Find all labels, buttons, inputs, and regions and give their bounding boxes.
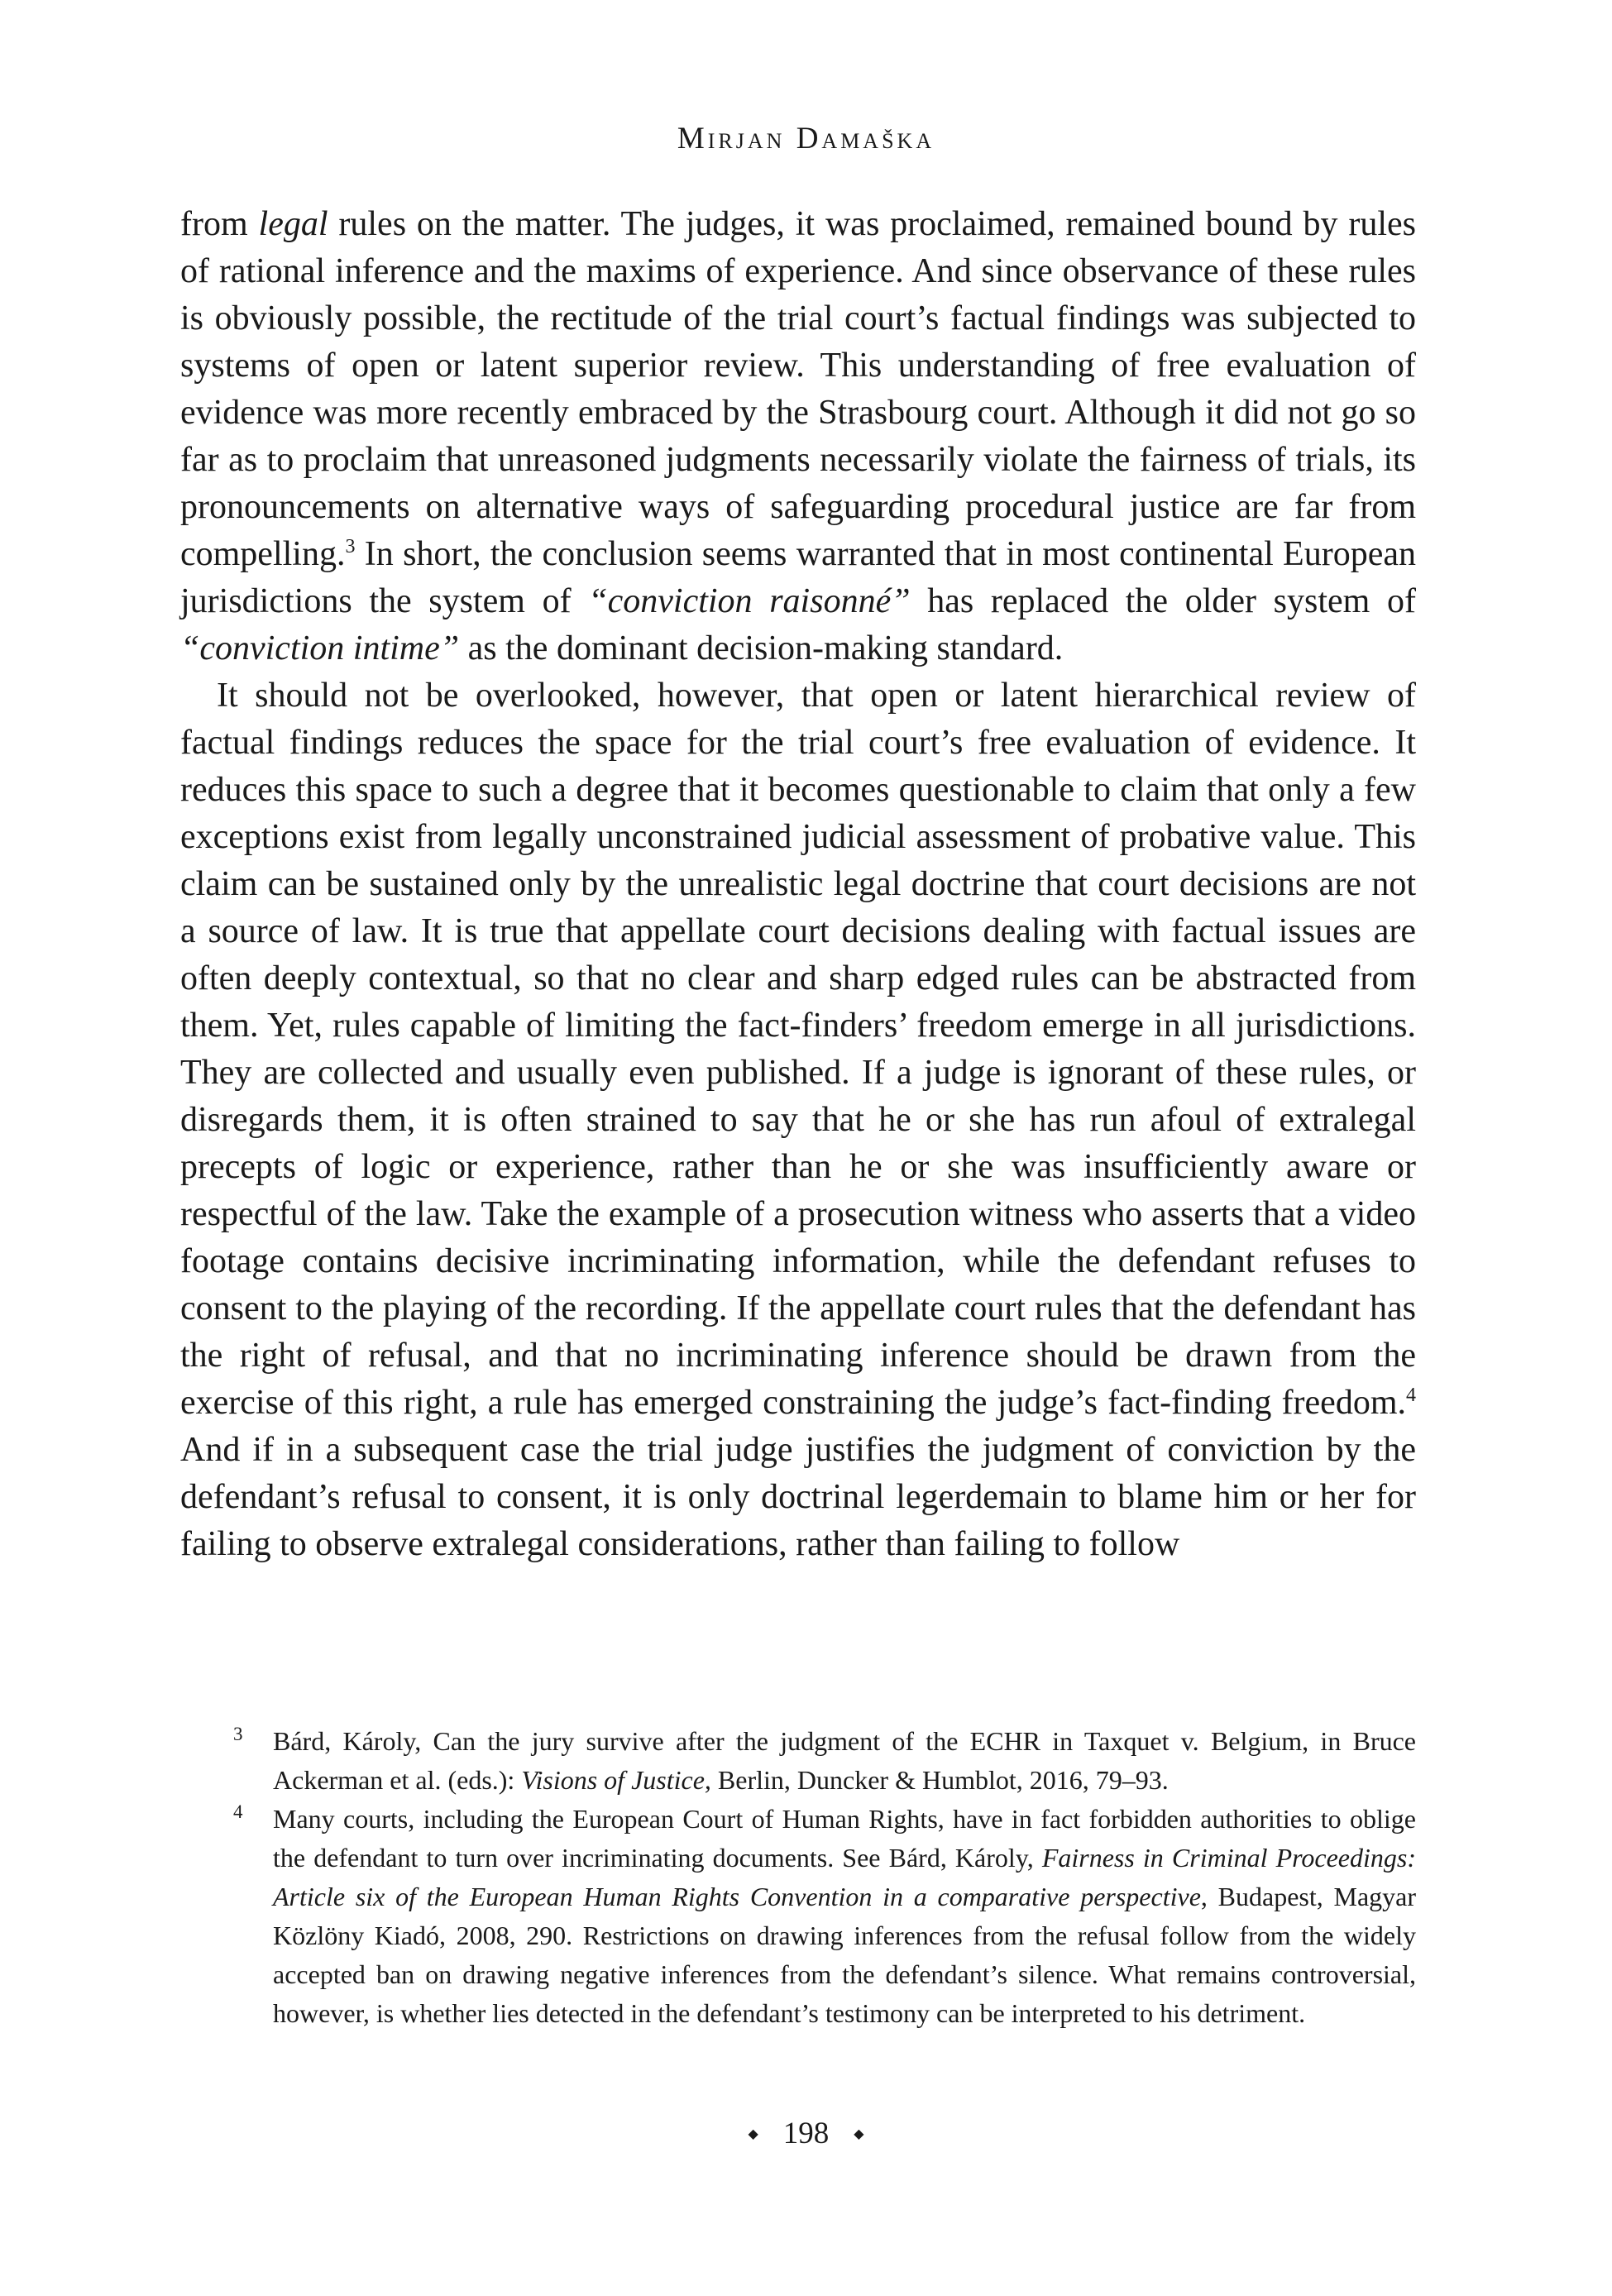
running-head-author: Mirjan Damaška [677,122,935,155]
body-text [180,201,1416,1568]
footnotes-block [180,1722,1416,2033]
diamond-ornament-right: ◆ [854,2126,864,2141]
footnote-3-text: Bárd, Károly, Can the jury survive after the judgment of the ECHR in Taxquet v. Belgium, in Bruce Ackerman et al. (eds.): Visions of Justice, Berlin, Duncker & Humblot, 2016, 79–93. [273,1726,1416,1795]
footnote-marker-3: 3 [233,1724,243,1744]
footnote-marker-4: 4 [233,1801,243,1822]
footnote-4 [180,1800,1416,2033]
paragraph-1: from legal rules on the matter. The judges, it was proclaimed, remained bound by rules of rational inference and the maxims of experience. And since observance of these rules is obviously possible, the rectitude of the trial court’s factual findings was subjected to systems of open or latent superior review. This understanding of free evaluation of evidence was more recently embraced by the Strasbourg court. Although it did not go so far as to proclaim that unreasoned judgments necessarily violate the fairness of trials, its pronouncements on alternative ways of safeguarding procedural justice are far from compelling.$^3$ In short, the conclusion seems warranted that in most continental European jurisdictions the system of “conviction raisonné” has replaced the older system of “conviction intime” as the dominant decision-making standard. [180,205,1416,667]
page-number: 198 [782,2117,830,2150]
footnote-3 [180,1722,1416,1800]
page-footer [0,2118,1612,2149]
footnote-4-text: Many courts, including the European Court of Human Rights, have in fact forbidden authorities to oblige the defendant to turn over incriminating documents. See Bárd, Károly, Fairness in Criminal Proceedings: Article six of the European Human Rights Convention in a comparative perspective, Budapest, Magyar Közlöny Kiadó, 2008, 290. Restrictions on drawing inferences from the refusal follow from the widely accepted ban on drawing negative inferences from the defendant’s silence. What remains controversial, however, is whether lies detected in the defendant’s testimony can be interpreted to his detriment. [273,1804,1417,2028]
diamond-ornament-left: ◆ [748,2126,758,2141]
paragraph-2: It should not be overlooked, however, that open or latent hierarchical review of factual findings reduces the space for the trial court’s free evaluation of evidence. It reduces this space to such a degree that it becomes questionable to claim that only a few exceptions exist from legally unconstrained judicial assessment of probative value. This claim can be sustained only by the unrealistic legal doctrine that court decisions are not a source of law. It is true that appellate court decisions dealing with factual issues are often deeply contextual, so that no clear and sharp edged rules can be abstracted from them. Yet, rules capable of limiting the fact-finders’ freedom emerge in all jurisdictions. They are collected and usually even published. If a judge is ignorant of these rules, or disregards them, it is often strained to say that he or she has run afoul of extralegal precepts of logic or experience, rather than he or she was insufficiently aware or respectful of the law. Take the example of a prosecution witness who asserts that a video footage contains decisive incriminating information, while the defendant refuses to consent to the playing of the recording. If the appellate court rules that the defendant has the right of refusal, and that no incriminating inference should be drawn from the exercise of this right, a rule has emerged constraining the judge’s fact-finding freedom.$^4$ And if in a subsequent case the trial judge justifies the judgment of conviction by the defendant’s refusal to consent, it is only doctrinal legerdemain to blame him or her for failing to observe extralegal considerations, rather than failing to follow [180,677,1416,1563]
